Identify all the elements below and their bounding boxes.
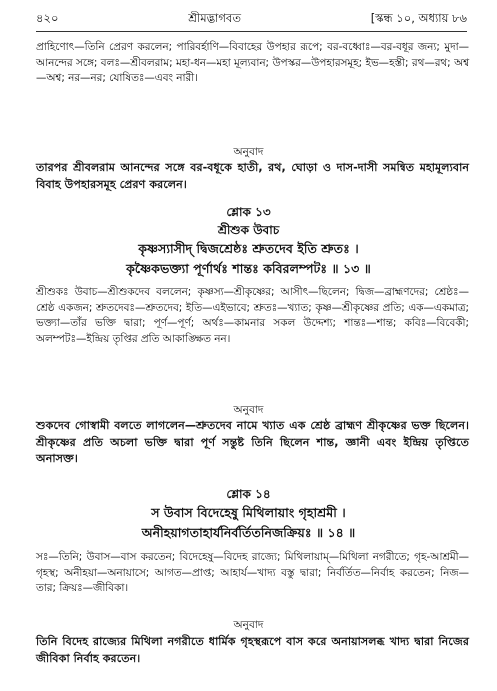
anuvad-label: অনুবাদ bbox=[233, 146, 264, 158]
shloka-13-line-1: কৃষ্ণস্যাসীদ্ দ্বিজশ্রেষ্ঠঃ শ্রুতদেব ইতি শ্রুতঃ । bbox=[138, 241, 359, 256]
translation-13: শুকদেব গোস্বামী বলতে লাগলেন—শ্রুতদেব নামে খ্যাত এক শ্রেষ্ঠ ব্রাহ্মণ শ্রীকৃষ্ণের ভক্ত ছিলেন। শ্রীকৃষ্ণের প্রতি অচলা ভক্তি দ্বারা পূর্ণ সন্তুষ্ট তিনি ছিলেন শান্ত, জ্ঞানী এবং ইন্দ্রিয় তৃপ্তিতে অনাসক্ত। bbox=[36, 419, 469, 465]
shloka-13-speaker: শ্রীশুক উবাচ bbox=[217, 223, 280, 237]
shloka-14-line-2: অনীহয়াগতাহার্যনির্বর্তিতনিজক্রিয়ঃ ॥ ১৪ ॥ bbox=[141, 525, 356, 540]
page-header bbox=[36, 10, 467, 32]
synonyms-12: প্রাহিণোৎ—তিনি প্রেরণ করলেন; পারিবর্হাণি—বিবাহের উপহার রূপে; বর-বধ্বোঃ—বর-বধূর জন্য; মুদা—আনন্দের সঙ্গে; বলঃ—শ্রীবলরাম; মহা-ধন—মহা মূল্যবান; উপস্কর—উপহারসমূহ; ইভ—হস্তী; রথ—রথ; অশ্ব—অশ্ব; নর—নর; যোষিতঃ—এবং নারী। bbox=[36, 41, 469, 84]
translation-12: তারপর শ্রীবলরাম আনন্দের সঙ্গে বর-বধূকে হাতী, রথ, ঘোড়া ও দাস-দাসী সমন্বিত মহামূল্যবান বিবাহ উপহারসমূহ প্রেরণ করলেন। bbox=[36, 161, 469, 191]
translation-14: তিনি বিদেহ রাজ্যের মিথিলা নগরীতে ধার্মিক গৃহস্থরূপে বাস করে অনায়াসলব্ধ খাদ্য দ্বারা নিজের জীবিকা নির্বাহ করতেন। bbox=[36, 635, 469, 665]
anuvad-label: অনুবাদ bbox=[233, 619, 264, 631]
page-number: ৪২০ bbox=[36, 11, 59, 25]
book-title: শ্রীমদ্ভাগবত bbox=[188, 11, 241, 25]
synonyms-13: শ্রীশুকঃ উবাচ—শ্রীশুকদেব বললেন; কৃষ্ণস্য—শ্রীকৃষ্ণের; আসীৎ—ছিলেন; দ্বিজ—ব্রাহ্মণদের; শ্রেষ্ঠঃ—শ্রেষ্ঠ একজন; শ্রুতদেবঃ—শ্রুতদেব; ইতি—এইভাবে; শ্রুতঃ—খ্যাত; কৃষ্ণ—শ্রীকৃষ্ণের প্রতি; এক—একমাত্র; ভক্ত্যা—তাঁর ভক্তি দ্বারা; পূর্ণ—পূর্ণ; অর্থঃ—কামনার সকল উদ্দেশ্য; শান্তঃ—শান্ত; কবিঃ—বিবেকী; অলম্পটঃ—ইন্দ্রিয় তৃপ্তির প্রতি আকাঙ্ক্ষিত নন। bbox=[36, 286, 469, 345]
shloka-13-heading: শ্লোক ১৩ bbox=[226, 205, 271, 219]
anuvad-label: অনুবাদ bbox=[233, 404, 264, 416]
shloka-14-line-1: স উবাস বিদেহেষু মিথিলায়াং গৃহাশ্রমী । bbox=[151, 505, 346, 520]
shloka-14-heading: শ্লোক ১৪ bbox=[226, 487, 271, 501]
canto-chapter: [স্কন্ধ ১০, অধ্যায় ৮৬ bbox=[370, 11, 467, 25]
shloka-13-line-2: কৃষ্ণৈকভক্ত্যা পূর্ণার্থঃ শান্তঃ কবিরলম্পটঃ ॥ ১৩ ॥ bbox=[126, 261, 371, 276]
synonyms-14: সঃ—তিনি; উবাস—বাস করতেন; বিদেহেষু—বিদেহ রাজ্যে; মিথিলায়াম্—মিথিলা নগরীতে; গৃহ-আশ্রমী—গৃহস্থ; অনীহয়া—অনায়াসে; আগত—প্রাপ্ত; আহার্য—খাদ্য বস্তু দ্বারা; নির্বর্তিত—নির্বাহ করতেন; নিজ—তার; ক্রিয়ঃ—জীবিকা। bbox=[36, 551, 469, 594]
